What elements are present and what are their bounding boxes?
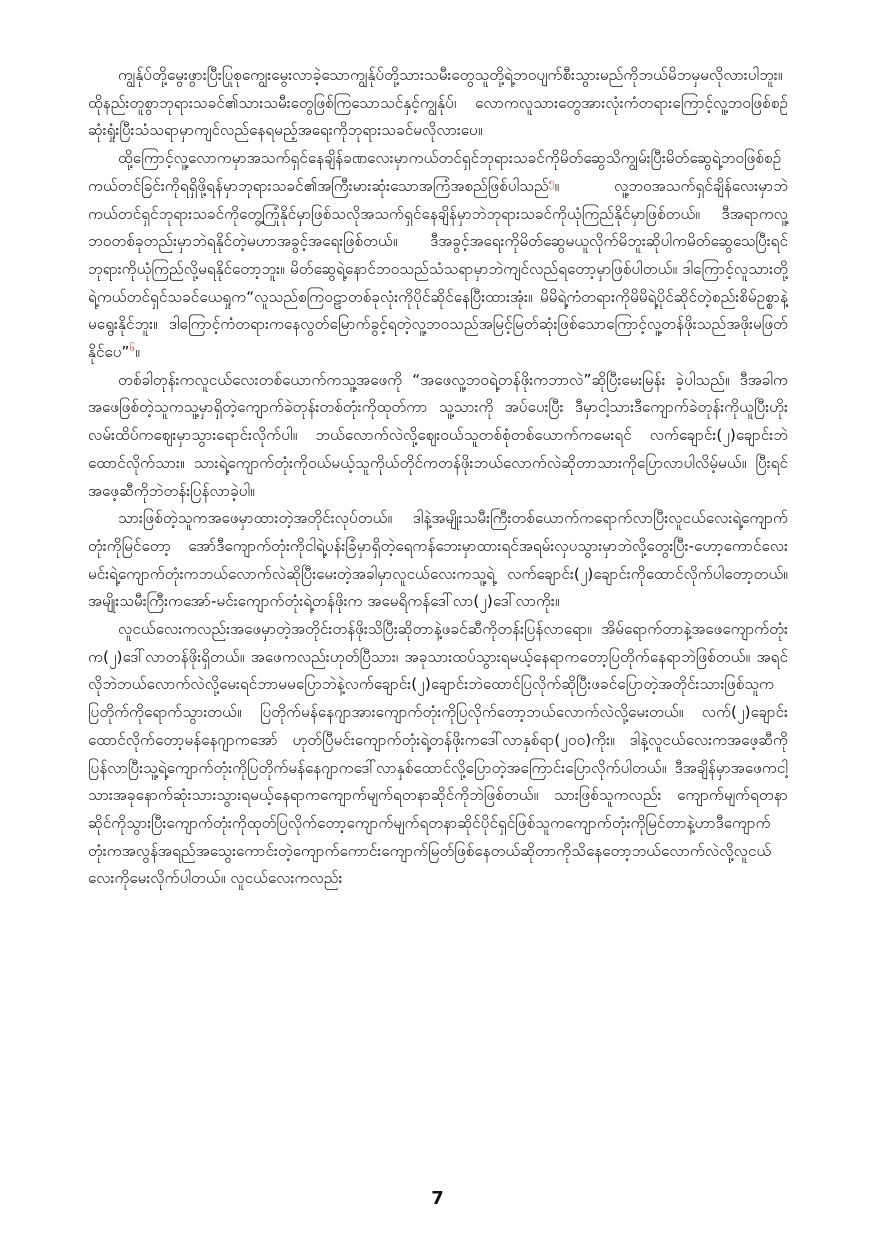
paragraph-1 xyxy=(88,62,788,145)
paragraph-text: တစ်ခါတုန်းကလူငယ်လေးတစ်ယောက်ကသူ့အဖေကို “အဖေလူ့ဘဝရဲ့တန်ဖိုးကဘာလဲ”ဆိုပြီးမေးမြန်း ခဲ့ပါသည်။ ဒီအခါကအဖေဖြစ်တဲ့သူကသူ့မှာရှိတဲ့ကျောက်ခဲတုန်းတစ်တုံးကိုထုတ်ကာ သူ့သားကို အပ်ပေးပြီး ဒီမှာငါ့သားဒီကျောက်ခဲတုန်းကိုယူပြီးဟိုးလမ်းထိပ်ကဈေးမှာသွားရောင်းလိုက်ပါ။ ဘယ်လောက်လဲလို့ဈေးဝယ်သူတစ်စုံတစ်ယောက်ကမေးရင် လက်ချောင်း(၂)ချောင်းဘဲထောင်လိုက်သား။ သားရဲ့ကျောက်တုံးကိုဝယ်မယ့်သူကိုယ်တိုင်ကတန်ဖိုးဘယ်လောက်လဲဆိုတာသားကိုပြောလာပါလိမ့်မယ်။ ပြီးရင်အဖေ့ဆီကိုဘဲတန်းပြန်လာခဲ့ပါ။ xyxy=(88,370,788,500)
footnote-marker[interactable]: ၅ xyxy=(548,176,555,188)
footnote-marker[interactable]: ၆ xyxy=(129,342,136,354)
paragraph-end-mark: ။ xyxy=(135,343,140,362)
document-body xyxy=(88,62,788,893)
paragraph-text: သားဖြစ်တဲ့သူကအဖေမှာထားတဲ့အတိုင်းလုပ်တယ်။ ဒါနဲ့အမျိုးသမီးကြီးတစ်ယောက်ကရောက်လာပြီးလူငယ်လေးရဲ့ကျောက်တုံးကိုမြင်တော့ အော်ဒီကျောက်တုံးကိုငါရဲ့ပန်းခြံမှာရှိတဲ့ရေကန်ဘေးမှာထားရင်အရမ်းလှပသွားမှာဘဲလို့တွေးပြီး-ဟော့ကောင်လေးမင်းရဲ့ကျောက်တုံးကဘယ်လောက်လဲဆိုပြီးမေးတဲ့အခါမှာလူငယ်လေးကသူ့ရဲ့ လက်ချောင်း(၂)ချောင်းကိုထောင်လိုက်ပါတော့တယ်။ အမျိုးသမီးကြီးကအော်-မင်းကျောက်တုံးရဲ့တန်ဖိုးက အမေရိကန်ဒေါ်လာ(၂)ဒေါ်လာကိုး။ xyxy=(88,509,788,611)
page-number: 7 xyxy=(431,1188,444,1209)
paragraph-5 xyxy=(88,616,788,893)
paragraph-text-continued: ။ လူ့ဘဝအသက်ရှင်ချိန်လေးမှာဘဲကယ်တင်ရှင်ဘုရားသခင်ကိုတွေ့ကြုံနိုင်မှာဖြစ်သလိုအသက်ရှင်နေချိန်မှာဘဲဘုရားသခင်ကိုယုံကြည်နိုင်မှာဖြစ်တယ်။ ဒီအရာကလူ့ဘဝတစ်ခုတည်းမှာဘဲရနိုင်တဲ့မဟာအခွင့်အရေးဖြစ်တယ်။ ဒီအခွင့်အရေးကိုမိတ်ဆွေမယူလိုက်မိဘူးဆိုပါကမိတ်ဆွေသေပြီးရင်ဘုရားကိုယုံကြည်လို့မရနိုင်တော့ဘူး။ မိတ်ဆွေရဲ့နောင်ဘဝသည်သံသရာမှာဘဲကျင်လည်ရတော့မှာဖြစ်ပါတယ်။ ဒါကြောင့်လူသားတို့ရဲ့ကယ်တင်ရှင်သခင်ယေရှုက“လူသည်စကြဝဠာတစ်ခုလုံးကိုပိုင်ဆိုင်နေပြီးထားအုံး။ မိမိရဲ့ကံတရားကိုမိမိရဲ့ပိုင်ဆိုင်တဲ့စည်းစိမ်ဥစ္စာနဲ့မရွေးနိုင်ဘူး။ ဒါကြောင့်ကံတရားကနေလွတ်မြောက်ခွင့်ရတဲ့လူ့ဘဝသည်အမြင့်မြတ်ဆုံးဖြစ်သောကြောင့်လူ့တန်ဖိုးသည်အဖိုးမဖြတ်နိုင်ပေ” xyxy=(88,176,788,362)
paragraph-text: ကျွန်ုပ်တို့မွေးဖွားပြီးပြုစုကျွေးမွေးလာခဲ့သောကျွန်ုပ်တို့သားသမီးတွေသူတို့ရဲ့ဘဝပျက်စီးသွားမည်ကိုဘယ်မိဘမှမလိုလားပါဘူး။ ထိုနည်းတူစွာဘုရားသခင်၏သားသမီးတွေဖြစ်ကြသောသင်နှင့်ကျွန်ုပ်၊ လောကလူသားတွေအားလုံးကံတရားကြောင့်လူ့ဘဝဖြစ်စဉ်ဆုံးရှုံးပြီးသံသရာမှာကျင်လည်နေရမည့်အရေးကိုဘုရားသခင်မလိုလားပေ။ xyxy=(88,66,788,140)
paragraph-text: ထို့ကြောင့်လူ့လောကမှာအသက်ရှင်နေချိန်ခဏလေးမှာကယ်တင်ရှင်ဘုရားသခင်ကိုမိတ်ဆွေသိကျွမ်းပြီးမိတ်ဆွေရဲ့ဘဝဖြစ်စဉ်ကယ်တင်ခြင်းကိုရရှိဖို့ရန်မှာဘုရားသခင်၏အကြီးမားဆုံးသောအကြံအစည်ဖြစ်ပါသည် xyxy=(88,149,782,195)
paragraph-4 xyxy=(88,505,788,616)
paragraph-3 xyxy=(88,367,788,506)
paragraph-2 xyxy=(88,145,788,367)
paragraph-text: လူငယ်လေးကလည်းအဖေမှာတဲ့အတိုင်းတန်ဖိုးသိပြီးဆိုတာနဲ့ဖခင်ဆီကိုတန်းပြန်လာရော။ အိမ်ရောက်တာနဲ့အဖေကျောက်တုံးက(၂)ဒေါ်လာတန်ဖိုးရှိတယ်။ အဖေကလည်းဟုတ်ပြီသား၊ အခုသားထပ်သွားရမယ့်နေရာကတော့ပြတိုက်နေရာဘဲဖြစ်တယ်။ အရင်လိုဘဲဘယ်လောက်လဲလို့မေးရင်ဘာမမပြောဘဲနဲ့လက်ချောင်း(၂)ချောင်းဘဲထောင်ပြလိုက်ဆိုပြီးဖခင်ပြောတဲ့အတိုင်းသားဖြစ်သူကပြတိုက်ကိုရောက်သွားတယ်။ ပြတိုက်မန်နေဂျာအားကျောက်တုံးကိုပြလိုက်တော့ဘယ်လောက်လဲလို့မေးတယ်။ လက်(၂)ချောင်းထောင်လိုက်တော့မန်နေဂျာကအော် ဟုတ်ပြီမင်းကျောက်တုံးရဲ့တန်ဖိုးကဒေါ်လာနှစ်ရာ(၂၀၀)ကိုး။ ဒါနဲ့လူငယ်လေးကအဖေ့ဆီကိုပြန်လာပြီးသူ့ရဲ့ကျောက်တုံးကိုပြတိုက်မန်နေဂျာကဒေါ်လာနှစ်ထောင်လို့ပြောတဲ့အကြောင်းပြောလိုက်ပါတယ်။ ဒီအချိန်မှာအဖေကငါ့သားအခုနောက်ဆုံးသားသွားရမယ့်နေရာကကျောက်မျက်ရတနာဆိုင်ကိုဘဲဖြစ်တယ်။ သားဖြစ်သူကလည်း ကျောက်မျက်ရတနာဆိုင်ကိုသွားပြီးကျောက်တုံးကိုထုတ်ပြလိုက်တော့ကျောက်မျက်ရတနာဆိုင်ပိုင်ရှင်ဖြစ်သူကကျောက်တုံးကိုမြင်တာနဲ့ဟာဒီကျောက်တုံးကအလွန်အရည်အသွေးကောင်းတဲ့ကျောက်ကောင်းကျောက်မြတ်ဖြစ်နေတယ်ဆိုတာကိုသိနေတော့ဘယ်လောက်လဲလို့လူငယ်လေးကိုမေးလိုက်ပါတယ်။ လူငယ်လေးကလည်း xyxy=(88,620,788,888)
